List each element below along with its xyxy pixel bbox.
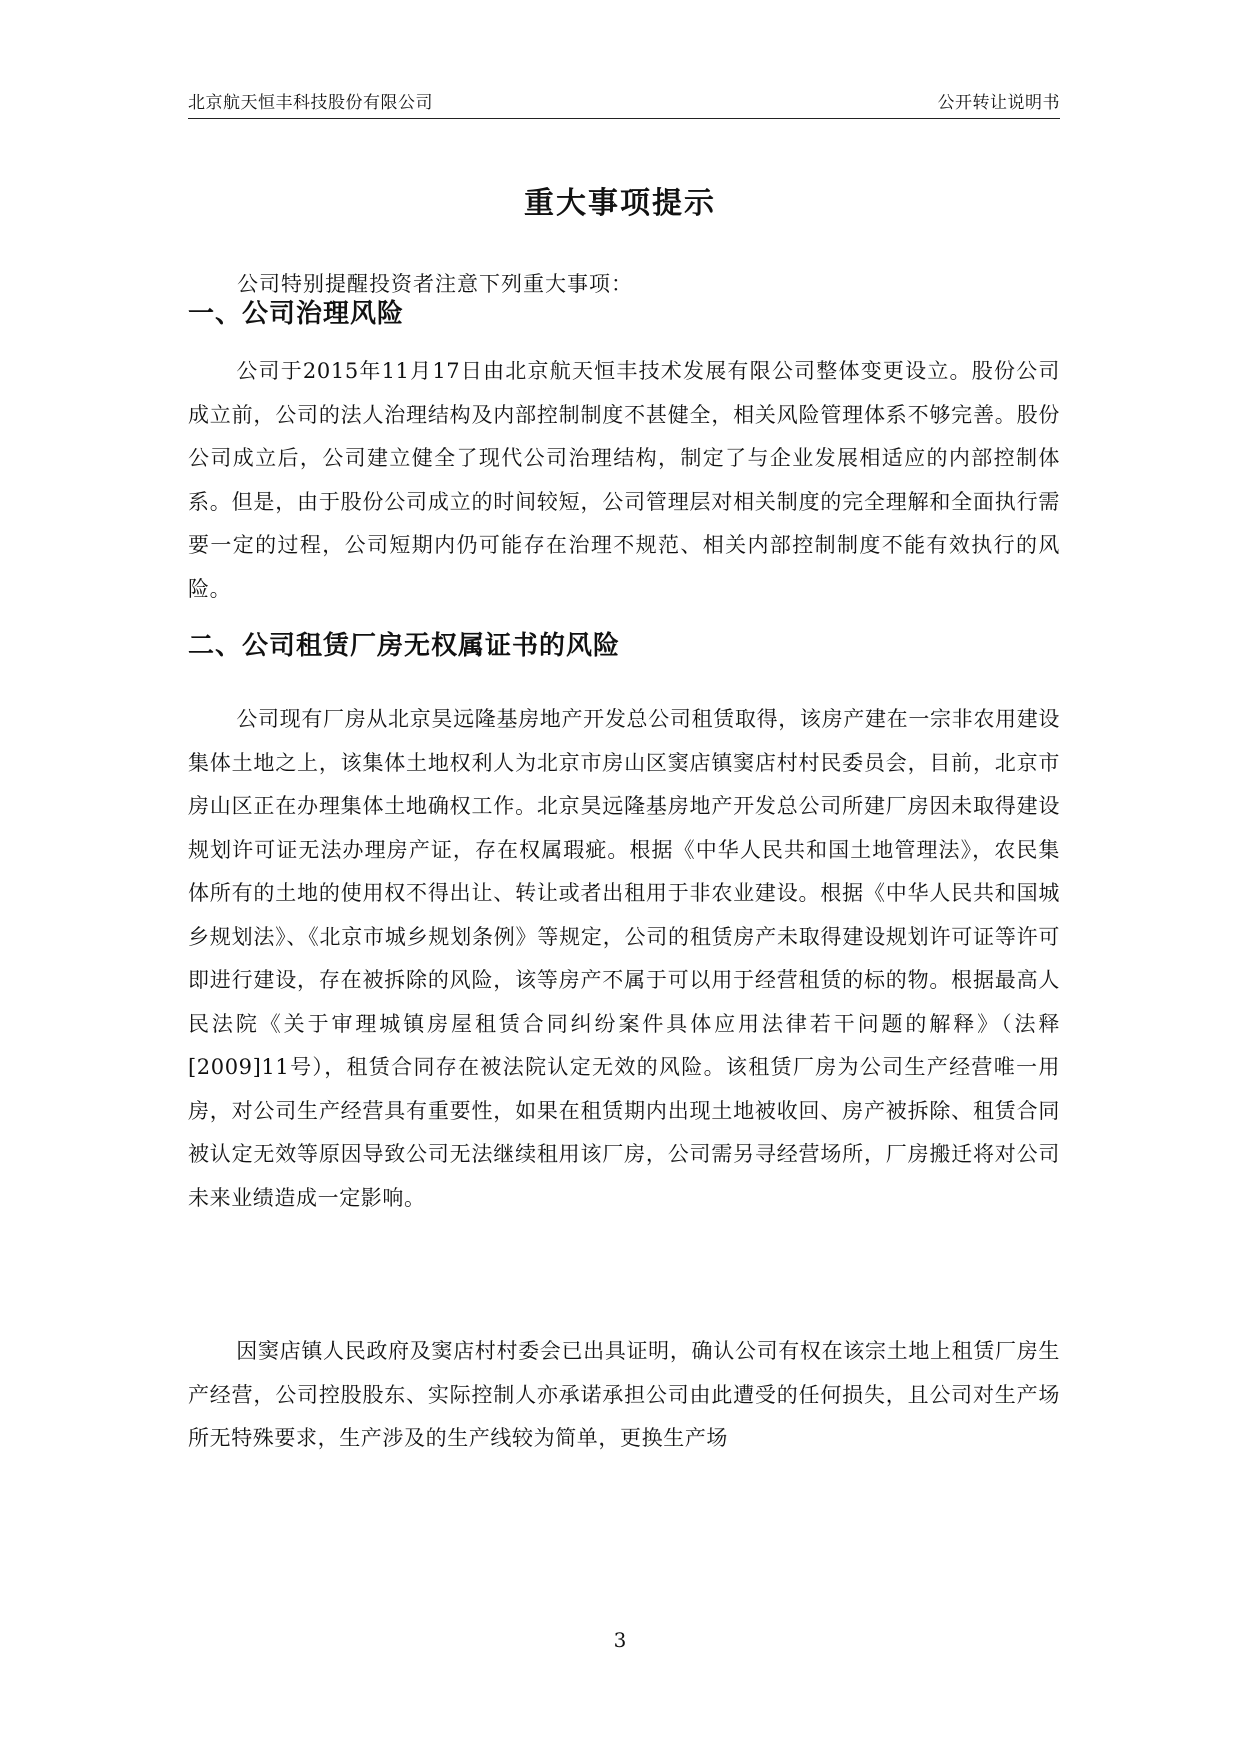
paragraph-mitigation: 因窦店镇人民政府及窦店村村委会已出具证明，确认公司有权在该宗土地上租赁厂房生产经营，公司控股股东、实际控制人亦承诺承担公司由此遭受的任何损失，且公司对生产场所无特殊要求，生产涉及的生产线较为简单，更换生产场 [188,1339,1060,1450]
section-heading-leased-plant-risk: 二、公司租赁厂房无权属证书的风险 [188,631,621,661]
document-title: 重大事项提示 [524,186,716,221]
page-number: 3 [613,1628,627,1652]
section-heading-governance-risk: 一、公司治理风险 [188,299,405,329]
intro-text: 公司特别提醒投资者注意下列重大事项： [237,272,633,296]
header-document-type: 公开转让说明书 [937,93,1060,113]
page-header [188,86,1060,119]
paragraph-leased-plant-risk: 公司现有厂房从北京昊远隆基房地产开发总公司租赁取得，该房产建在一宗非农用建设集体土地之上，该集体土地权利人为北京市房山区窦店镇窦店村村民委员会，目前，北京市房山区正在办理集体土地确权工作。北京昊远隆基房地产开发总公司所建厂房因未取得建设规划许可证无法办理房产证，存在权属瑕疵。根据《中华人民共和国土地管理法》，农民集体所有的土地的使用权不得出让、转让或者出租用于非农业建设。根据《中华人民共和国城乡规划法》、《北京市城乡规划条例》等规定，公司的租赁房产未取得建设规划许可证等许可即进行建设，存在被拆除的风险，该等房产不属于可以用于经营租赁的标的物。根据最高人民法院《关于审理城镇房屋租赁合同纠纷案件具体应用法律若干问题的解释》（法释[2009]11号），租赁合同存在被法院认定无效的风险。该租赁厂房为公司生产经营唯一用房，对公司生产经营具有重要性，如果在租赁期内出现土地被收回、房产被拆除、租赁合同被认定无效等原因导致公司无法继续租用该厂房，公司需另寻经营场所，厂房搬迁将对公司未来业绩造成一定影响。 [188,707,1060,1210]
paragraph-governance-risk: 公司于2015年11月17日由北京航天恒丰技术发展有限公司整体变更设立。股份公司成立前，公司的法人治理结构及内部控制制度不甚健全，相关风险管理体系不够完善。股份公司成立后，公司建立健全了现代公司治理结构，制定了与企业发展相适应的内部控制体系。但是，由于股份公司成立的时间较短，公司管理层对相关制度的完全理解和全面执行需要一定的过程，公司短期内仍可能存在治理不规范、相关内部控制制度不能有效执行的风险。 [188,359,1060,601]
header-company-name: 北京航天恒丰科技股份有限公司 [188,93,433,113]
